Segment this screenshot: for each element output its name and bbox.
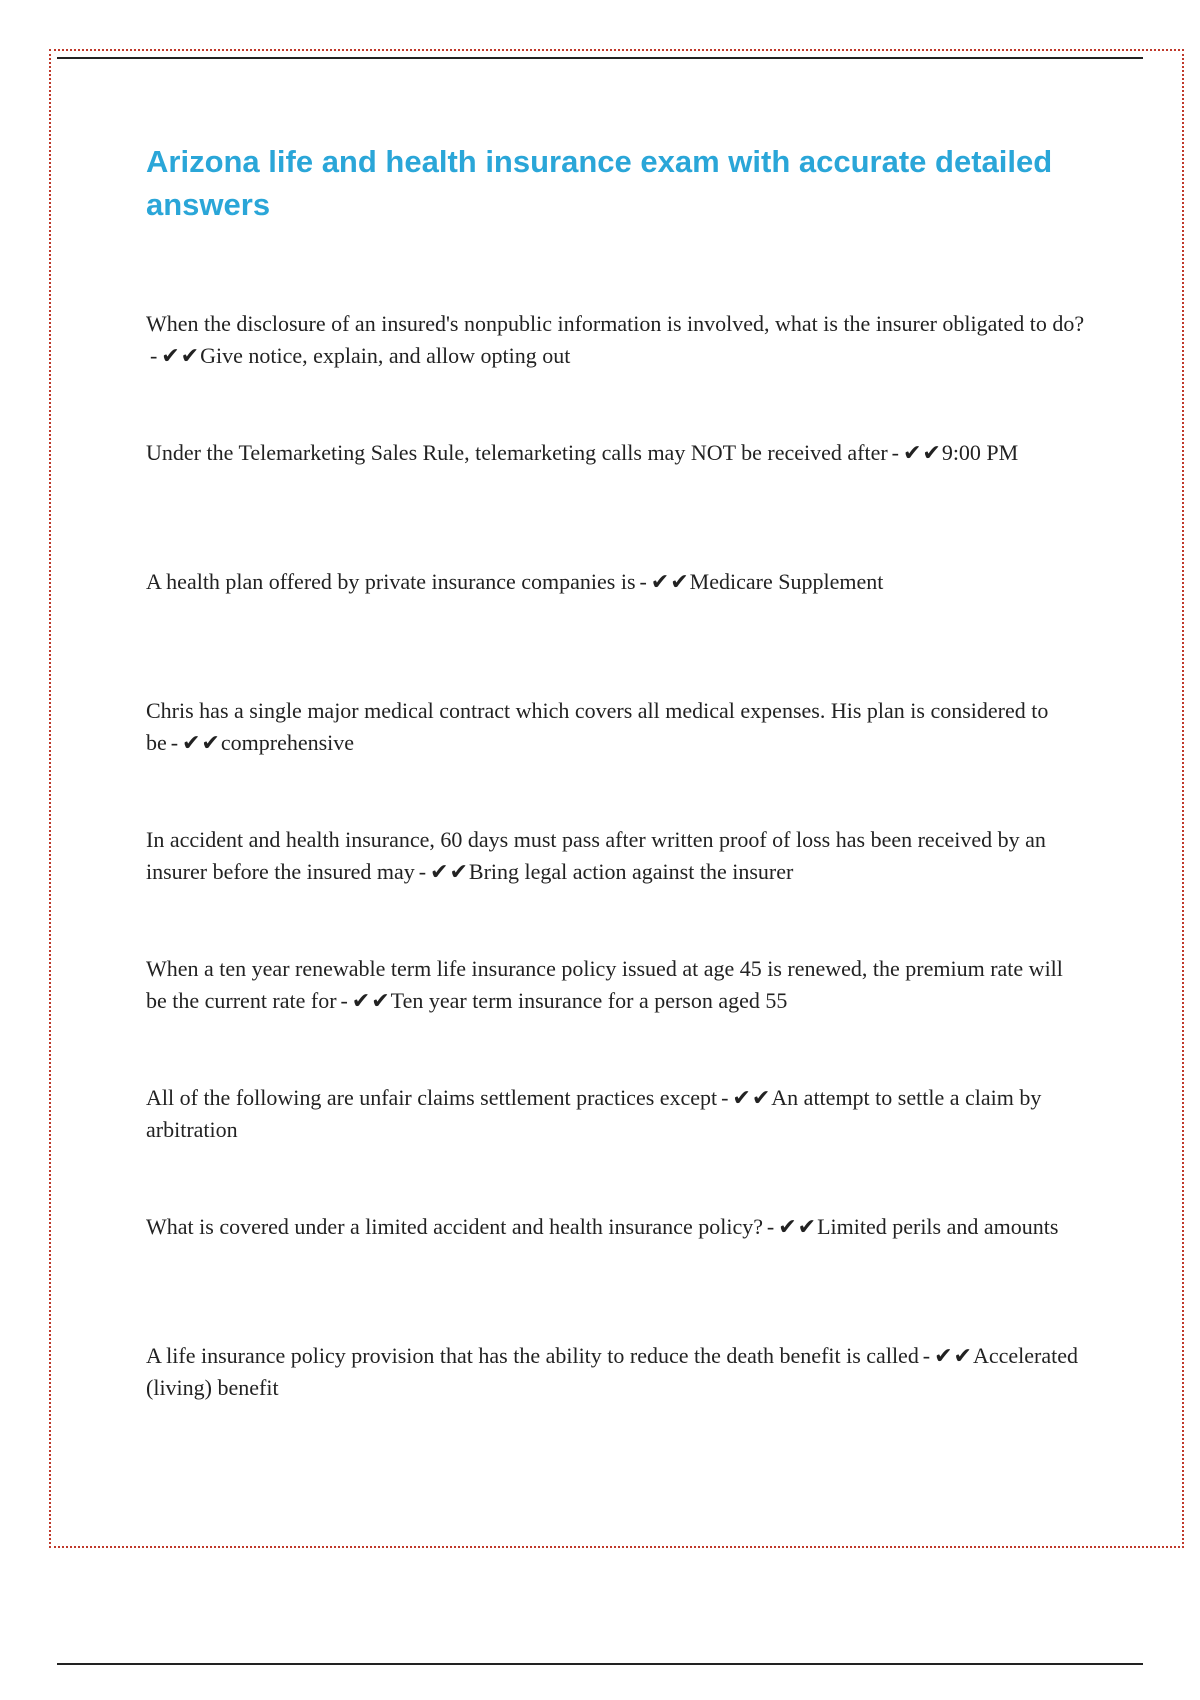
answer-text: comprehensive [220, 730, 355, 755]
qa-item [146, 437, 1086, 566]
separator: - [149, 343, 158, 368]
separator: - [721, 1085, 729, 1110]
separator: - [922, 1343, 931, 1368]
separator: - [340, 988, 348, 1013]
question-text: All of the following are unfair claims settlement practices except [146, 1085, 718, 1110]
double-check-icon: ✔✔ [732, 1085, 772, 1110]
separator: - [418, 859, 427, 884]
separator: - [891, 440, 899, 465]
qa-item [146, 824, 1086, 953]
answer-text: Accelerated (living) benefit [146, 1343, 1078, 1400]
answer-text: An attempt to settle a claim by arbitration [146, 1085, 1042, 1142]
bottom-rule [57, 1663, 1143, 1665]
answer-text: Bring legal action against the insurer [468, 859, 794, 884]
double-check-icon: ✔✔ [430, 859, 469, 884]
qa-item [146, 1082, 1086, 1211]
double-check-icon: ✔✔ [161, 343, 201, 368]
question-text: A life insurance policy provision that has the ability to reduce the death benefit is called [146, 1343, 919, 1368]
answer-text: Limited perils and amounts [817, 1214, 1059, 1239]
page-title: Arizona life and health insurance exam with accurate detailed answers [146, 144, 1053, 222]
double-check-icon: ✔✔ [182, 730, 221, 755]
qa-item [146, 308, 1086, 437]
question-text: Chris has a single major medical contract which covers all medical expenses. His plan is considered to be [146, 698, 1049, 755]
double-check-icon: ✔✔ [351, 988, 391, 1013]
qa-item [146, 566, 1086, 695]
question-text: When the disclosure of an insured's nonpublic information is involved, what is the insurer obligated to do? [146, 311, 1085, 336]
separator: - [639, 569, 647, 594]
qa-item [146, 1211, 1086, 1340]
answer-text: Give notice, explain, and allow opting out [200, 343, 571, 368]
question-text: What is covered under a limited accident and health insurance policy? [146, 1214, 763, 1239]
qa-item [146, 1340, 1086, 1469]
answer-text: Ten year term insurance for a person aged 55 [390, 988, 788, 1013]
question-text: Under the Telemarketing Sales Rule, telemarketing calls may NOT be received after [146, 440, 888, 465]
separator: - [170, 730, 179, 755]
answer-text: 9:00 PM [941, 440, 1019, 465]
double-check-icon: ✔✔ [778, 1214, 818, 1239]
double-check-icon: ✔✔ [650, 569, 690, 594]
answer-text: Medicare Supplement [689, 569, 884, 594]
qa-list [146, 308, 1086, 1469]
question-text: When a ten year renewable term life insurance policy issued at age 45 is renewed, the premium rate will be the current rate for [146, 956, 1063, 1013]
separator: - [766, 1214, 775, 1239]
double-check-icon: ✔✔ [934, 1343, 973, 1368]
top-rule [57, 57, 1143, 59]
question-text: A health plan offered by private insurance companies is [146, 569, 636, 594]
qa-item [146, 953, 1086, 1082]
double-check-icon: ✔✔ [902, 440, 942, 465]
question-text: In accident and health insurance, 60 days must pass after written proof of loss has been received by an insurer before the insured may [146, 827, 1046, 884]
qa-item [146, 695, 1086, 824]
